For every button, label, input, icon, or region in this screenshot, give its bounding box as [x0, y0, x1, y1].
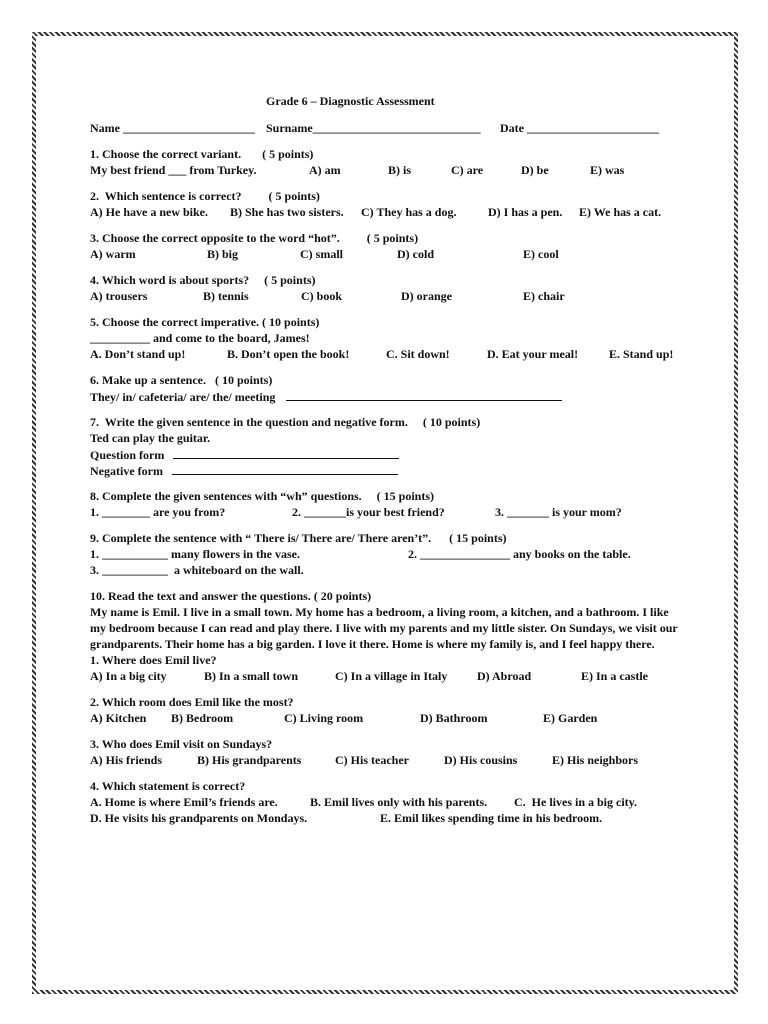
question-form-row: [90, 446, 690, 462]
question-stem: They/ in/ cafeteria/ are/ the/ meeting: [90, 390, 276, 404]
student-info-row: [90, 120, 690, 136]
option-c[interactable]: C. He lives in a big city.: [514, 795, 637, 809]
question-6: [90, 372, 690, 404]
reading-passage: My name is Emil. I live in a small town. My home has a bedroom, a living room, a kitchen, and a bathroom. I like my bedroom because I can read and play there. I live with my parents and my little sister. On Sundays, we visit our grandparents. Their home has a big garden. I love it there. Home is where my family is, and I feel happy there.: [90, 605, 678, 651]
item-2[interactable]: 2. _______________ any books on the table.: [408, 547, 631, 561]
option-e[interactable]: E) was: [590, 163, 625, 177]
question-prompt: 10. Read the text and answer the questions. ( 20 points): [90, 589, 372, 603]
question-7: [90, 414, 690, 478]
item-3[interactable]: 3. ___________ a whiteboard on the wall.: [90, 563, 304, 577]
question-4: [90, 272, 690, 304]
option-a[interactable]: A) He have a new bike.: [90, 205, 208, 219]
option-d[interactable]: D) cold: [397, 247, 434, 261]
sub-question-prompt: 2. Which room does Emil like the most?: [90, 695, 294, 709]
option-a[interactable]: A) In a big city: [90, 669, 167, 683]
option-b[interactable]: B) She has two sisters.: [230, 205, 344, 219]
option-a[interactable]: A. Home is where Emil’s friends are.: [90, 795, 278, 809]
question-prompt: 8. Complete the given sentences with “wh” questions. ( 15 points): [90, 489, 435, 503]
option-d[interactable]: D) His cousins: [444, 753, 518, 767]
negative-form-label: Negative form: [90, 464, 163, 478]
question-8: [90, 488, 690, 520]
page-title: Grade 6 – Diagnostic Assessment: [266, 94, 435, 108]
option-c[interactable]: C) small: [300, 247, 343, 261]
option-b[interactable]: B) tennis: [203, 289, 249, 303]
option-c[interactable]: C) In a village in Italy: [335, 669, 448, 683]
option-row: [90, 204, 690, 220]
option-e[interactable]: E) cool: [523, 247, 559, 261]
item-1[interactable]: 1. ________ are you from?: [90, 505, 226, 519]
option-a[interactable]: A. Don’t stand up!: [90, 347, 186, 361]
given-sentence: Ted can play the guitar.: [90, 431, 211, 445]
question-prompt: 6. Make up a sentence. ( 10 points): [90, 373, 273, 387]
option-row: [90, 288, 690, 304]
answer-line[interactable]: [286, 388, 562, 401]
question-form-label: Question form: [90, 448, 165, 462]
option-e[interactable]: E) His neighbors: [552, 753, 639, 767]
question-prompt: 1. Choose the correct variant. ( 5 points): [90, 147, 314, 161]
item-row: [90, 562, 690, 578]
option-a[interactable]: A) His friends: [90, 753, 162, 767]
option-row: [90, 162, 690, 178]
option-row: [90, 752, 690, 768]
item-row: [90, 504, 690, 520]
assessment-document: [90, 93, 690, 826]
sub-question-4: [90, 778, 690, 826]
option-b[interactable]: B) Bedroom: [171, 711, 234, 725]
name-field[interactable]: Name ______________________: [90, 121, 255, 135]
question-prompt: 5. Choose the correct imperative. ( 10 points): [90, 315, 320, 329]
question-9: [90, 530, 690, 578]
question-stem: My best friend ___ from Turkey.: [90, 163, 257, 177]
question-prompt: 3. Choose the correct opposite to the word “hot”. ( 5 points): [90, 231, 419, 245]
date-field[interactable]: Date ______________________: [500, 121, 659, 135]
option-e[interactable]: E) In a castle: [581, 669, 648, 683]
option-row: [90, 710, 690, 726]
option-e[interactable]: E) We has a cat.: [579, 205, 662, 219]
item-3[interactable]: 3. _______ is your mom?: [495, 505, 622, 519]
question-5: [90, 314, 690, 362]
question-2: [90, 188, 690, 220]
option-c[interactable]: C) are: [451, 163, 484, 177]
item-2[interactable]: 2. _______is your best friend?: [292, 505, 445, 519]
option-b[interactable]: B) is: [388, 163, 412, 177]
surname-field[interactable]: Surname____________________________: [266, 121, 481, 135]
sub-question-prompt: 4. Which statement is correct?: [90, 779, 246, 793]
option-e[interactable]: E) chair: [523, 289, 565, 303]
sub-question-prompt: 3. Who does Emil visit on Sundays?: [90, 737, 273, 751]
question-prompt: 7. Write the given sentence in the question and negative form. ( 10 points): [90, 415, 481, 429]
option-c[interactable]: C) His teacher: [335, 753, 409, 767]
option-b[interactable]: B) In a small town: [204, 669, 299, 683]
sub-question-prompt: 1. Where does Emil live?: [90, 653, 217, 667]
option-b[interactable]: B. Don’t open the book!: [227, 347, 350, 361]
sub-question-3: [90, 736, 690, 768]
question-10: [90, 588, 690, 826]
option-a[interactable]: A) am: [309, 163, 341, 177]
option-b[interactable]: B. Emil lives only with his parents.: [310, 795, 488, 809]
question-prompt: 9. Complete the sentence with “ There is/ There are/ There aren’t”. ( 15 points): [90, 531, 507, 545]
option-e[interactable]: E. Emil likes spending time in his bedroom.: [380, 811, 603, 825]
negative-form-row: [90, 462, 690, 478]
option-a[interactable]: A) Kitchen: [90, 711, 147, 725]
option-d[interactable]: D) be: [521, 163, 549, 177]
option-d[interactable]: D. Eat your meal!: [487, 347, 579, 361]
item-row: [90, 546, 690, 562]
option-row: [90, 794, 690, 810]
option-d[interactable]: D) Abroad: [477, 669, 532, 683]
option-c[interactable]: C) book: [301, 289, 343, 303]
option-c[interactable]: C) Living room: [284, 711, 364, 725]
option-row: [90, 246, 690, 262]
sub-question-2: [90, 694, 690, 726]
option-c[interactable]: C) They has a dog.: [361, 205, 457, 219]
item-1[interactable]: 1. ___________ many flowers in the vase.: [90, 547, 300, 561]
question-form-line[interactable]: [173, 446, 399, 459]
option-e[interactable]: E. Stand up!: [609, 347, 674, 361]
question-1: [90, 146, 690, 178]
option-row: [90, 810, 690, 826]
option-a[interactable]: A) warm: [90, 247, 136, 261]
option-b[interactable]: B) big: [207, 247, 239, 261]
option-d[interactable]: D. He visits his grandparents on Mondays.: [90, 811, 308, 825]
option-d[interactable]: D) I has a pen.: [488, 205, 563, 219]
negative-form-line[interactable]: [172, 462, 398, 475]
option-a[interactable]: A) trousers: [90, 289, 148, 303]
option-d[interactable]: D) Bathroom: [420, 711, 488, 725]
option-row: [90, 668, 690, 684]
question-stem: __________ and come to the board, James!: [90, 331, 310, 345]
question-prompt: 2. Which sentence is correct? ( 5 points): [90, 189, 320, 203]
option-row: [90, 346, 690, 362]
option-d[interactable]: D) orange: [401, 289, 452, 303]
question-3: [90, 230, 690, 262]
sub-question-1: [90, 652, 690, 684]
answer-row: [90, 388, 690, 404]
question-prompt: 4. Which word is about sports? ( 5 points): [90, 273, 316, 287]
option-c[interactable]: C. Sit down!: [386, 347, 450, 361]
option-e[interactable]: E) Garden: [543, 711, 598, 725]
option-b[interactable]: B) His grandparents: [197, 753, 302, 767]
